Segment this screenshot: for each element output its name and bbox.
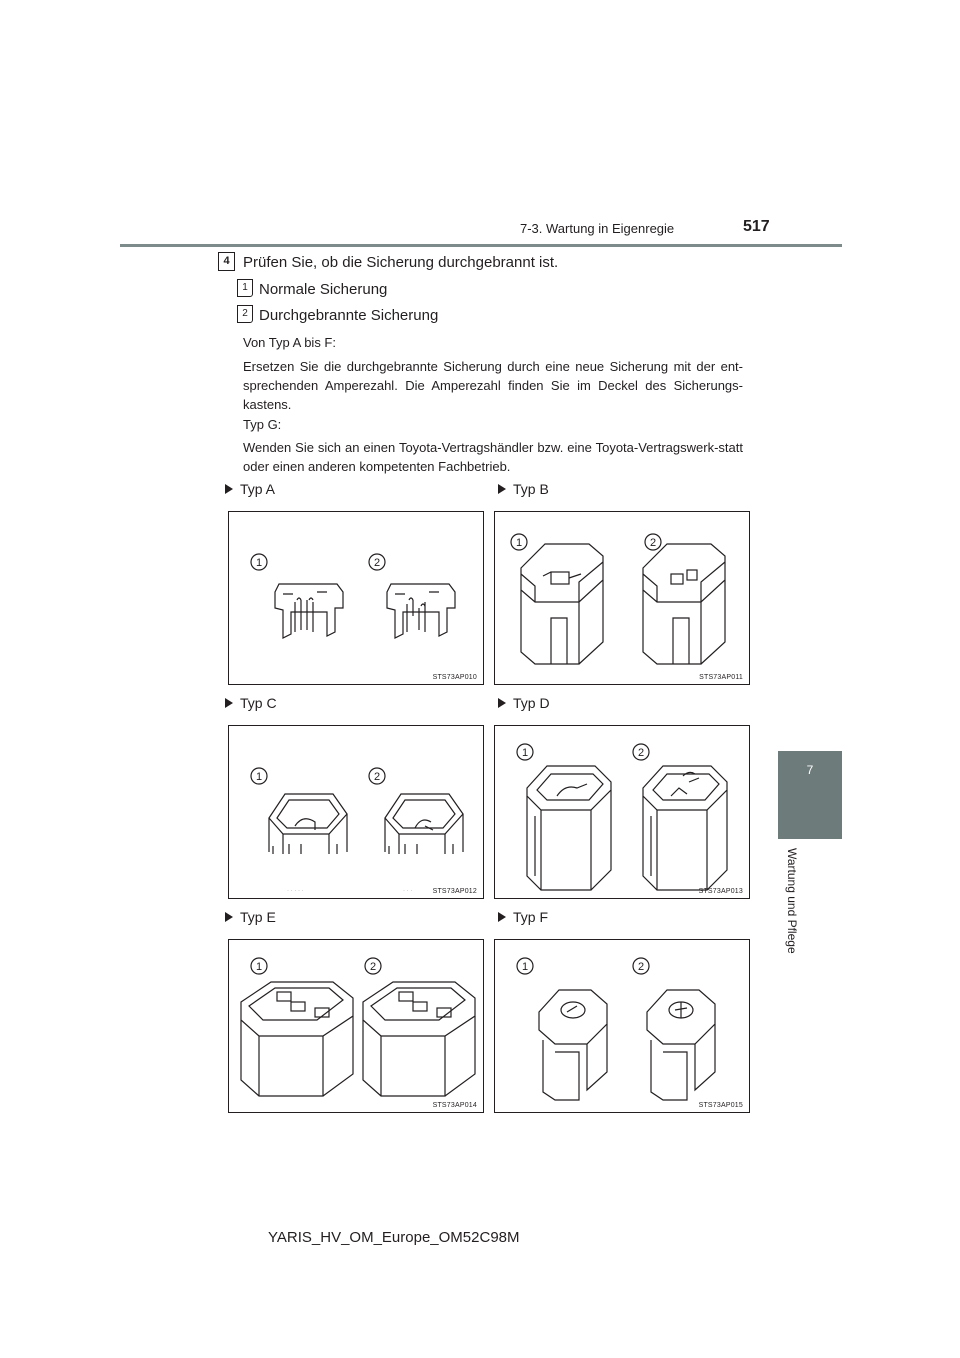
svg-text:· · · · ·: · · · · ·: [287, 888, 304, 894]
svg-text:1: 1: [255, 557, 263, 569]
mini-cartridge-fuse-icon: [229, 726, 485, 900]
figure-code: STS73AP010: [432, 674, 477, 681]
step-instruction: Prüfen Sie, ob die Sicherung durchgebrannt ist.: [243, 254, 559, 271]
figure-code: STS73AP015: [698, 1102, 743, 1109]
figure-code: STS73AP012: [432, 888, 477, 895]
triangle-bullet-icon: [498, 912, 506, 922]
document-id: YARIS_HV_OM_Europe_OM52C98M: [268, 1229, 520, 1246]
figure-panel-f: [494, 939, 750, 1113]
svg-text:2: 2: [637, 747, 645, 759]
chapter-title: Wartung und Pflege: [785, 848, 799, 954]
note-heading-g: Typ G:: [243, 417, 282, 432]
figure-panel-b: [494, 511, 750, 685]
figure-panel-d: [494, 725, 750, 899]
triangle-bullet-icon: [225, 484, 233, 494]
header-rule: [120, 244, 842, 247]
figure-panel-e: [228, 939, 484, 1113]
chapter-number: 7: [806, 763, 814, 777]
type-label-c: Typ C: [225, 695, 277, 711]
type-label-a: Typ A: [225, 481, 275, 497]
triangle-bullet-icon: [225, 698, 233, 708]
svg-text:2: 2: [637, 961, 645, 973]
note-text-a-f: Ersetzen Sie die durchgebrannte Sicherung durch eine neue Sicherung mit der ent-sprechenden Amperezahl. Die Amperezahl finden Sie im Deckel des Sicherungs-kastens.: [243, 359, 743, 412]
item-number-2: 2: [237, 305, 253, 323]
svg-text:1: 1: [521, 747, 529, 759]
type-label-b: Typ B: [498, 481, 549, 497]
bolt-in-fuse-icon: [495, 940, 751, 1114]
box-fuse-icon: [495, 726, 751, 900]
figure-panel-a: [228, 511, 484, 685]
svg-text:1: 1: [515, 537, 523, 549]
svg-text:· · ·: · · ·: [403, 888, 413, 894]
figure-code: STS73AP014: [432, 1102, 477, 1109]
note-heading-a-f: Von Typ A bis F:: [243, 335, 336, 350]
svg-text:1: 1: [521, 961, 529, 973]
step-number: 4: [218, 252, 235, 271]
section-title: 7-3. Wartung in Eigenregie: [520, 221, 675, 236]
svg-text:2: 2: [649, 537, 657, 549]
type-label-e: Typ E: [225, 909, 276, 925]
svg-text:1: 1: [255, 961, 263, 973]
svg-text:2: 2: [373, 557, 381, 569]
page-number: 517: [743, 218, 770, 235]
item-label-normal: Normale Sicherung: [259, 281, 388, 298]
item-number-1: 1: [237, 279, 253, 297]
blade-fuse-icon: [229, 512, 485, 686]
svg-text:1: 1: [255, 771, 263, 783]
svg-text:2: 2: [373, 771, 381, 783]
note-text-g: Wenden Sie sich an einen Toyota-Vertragshändler bzw. eine Toyota-Vertragswerk-statt oder einen anderen kompetenten Fachbetrieb.: [243, 440, 743, 474]
chapter-tab[interactable]: [778, 751, 842, 839]
item-label-blown: Durchgebrannte Sicherung: [259, 307, 439, 324]
svg-text:2: 2: [369, 961, 377, 973]
triangle-bullet-icon: [498, 484, 506, 494]
type-label-f: Typ F: [498, 909, 548, 925]
cartridge-fuse-icon: [495, 512, 751, 686]
figure-panel-c: [228, 725, 484, 899]
figure-code: STS73AP013: [698, 888, 743, 895]
triangle-bullet-icon: [498, 698, 506, 708]
triangle-bullet-icon: [225, 912, 233, 922]
multi-fuse-block-icon: [229, 940, 485, 1114]
figure-code: STS73AP011: [699, 674, 743, 681]
type-label-d: Typ D: [498, 695, 550, 711]
